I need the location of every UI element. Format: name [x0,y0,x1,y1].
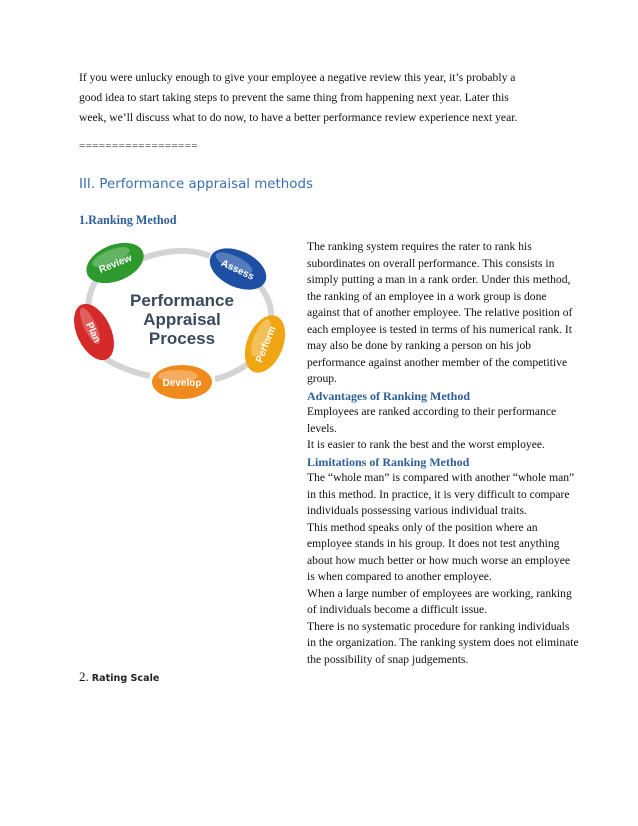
graphic-center-line1: Performance [130,291,234,310]
text-line: in the organization. The ranking system does not eliminate [307,636,579,649]
intro-line: week, we’ll discuss what to do now, to have a better performance review experience next year. [79,111,518,124]
develop-step [152,365,212,399]
graphic-center-line3: Process [148,329,216,348]
review-label: Review [97,252,134,276]
rating-scale-heading [79,669,159,685]
text-line: There is no systematic procedure for ranking individuals [307,619,570,633]
text-line: the ranking of an employee in a work group is done [307,289,547,303]
text-line: of individuals become a difficult issue. [307,603,488,616]
graphic-center-line2: Appraisal [143,310,221,329]
text-line: individuals possessing various individual traits. [307,504,527,517]
text-line: This method speaks only of the position where an [307,520,538,534]
text-line: When a large number of employees are working, ranking [307,586,572,600]
text-line: against that of another employee. The relative position of [307,306,573,319]
plan-label: Plan [83,320,103,345]
text-line: is when compared to another employee. [307,570,492,583]
text-line: The “whole man” is compared with another “whole man” [307,471,575,484]
text-line: group. [307,372,337,385]
text-line: the possibility of snap judgements. [307,652,469,666]
cycle-arrow [138,251,210,260]
cycle-arrow [215,364,248,379]
plan-step [70,298,122,367]
text-line: may also be done by ranking a person on his job [307,339,532,352]
ranking-method-heading: 1.Ranking Method [79,213,177,227]
text-line: Employees are ranked according to their performance [307,405,557,418]
limitations-heading: Limitations of Ranking Method [307,454,470,469]
intro-paragraph [79,68,569,128]
advantages-heading: Advantages of Ranking Method [307,388,471,403]
text-line: The ranking system requires the rater to rank his [307,240,532,253]
rating-scale-number: 2. [79,669,89,684]
assess-label: Assess [219,257,256,283]
text-line: levels. [307,421,337,435]
review-step [80,236,149,291]
text-line: each employee is tested in terms of his numerical rank. It [307,322,572,336]
rating-scale-label: Rating Scale [91,673,160,684]
text-line: subordinates on overall performance. This consists in [307,256,555,270]
separator-line: ================== [79,140,198,152]
perform-label: Perform [254,324,279,365]
text-line: It is easier to rank the best and the worst employee. [307,438,545,451]
performance-appraisal-process-graphic [70,236,295,406]
text-line: about how much better or how much worse an employee [307,553,571,567]
text-line: in this method. In practice, it is very difficult to compare [307,487,570,501]
ranking-method-text [307,239,597,668]
section-title: III. Performance appraisal methods [79,177,313,192]
text-line: performance against another member of the competitive [307,355,568,369]
intro-line: good idea to start taking steps to prevent the same thing from happening next year. Later this [79,91,509,104]
develop-label: Develop [162,378,202,389]
text-line: simply putting a man in a rank order. Under this method, [307,273,571,286]
text-line: employee stands in his group. It does not test anything [307,537,560,550]
intro-line: If you were unlucky enough to give your employee a negative review this year, it’s probably a [79,71,516,84]
